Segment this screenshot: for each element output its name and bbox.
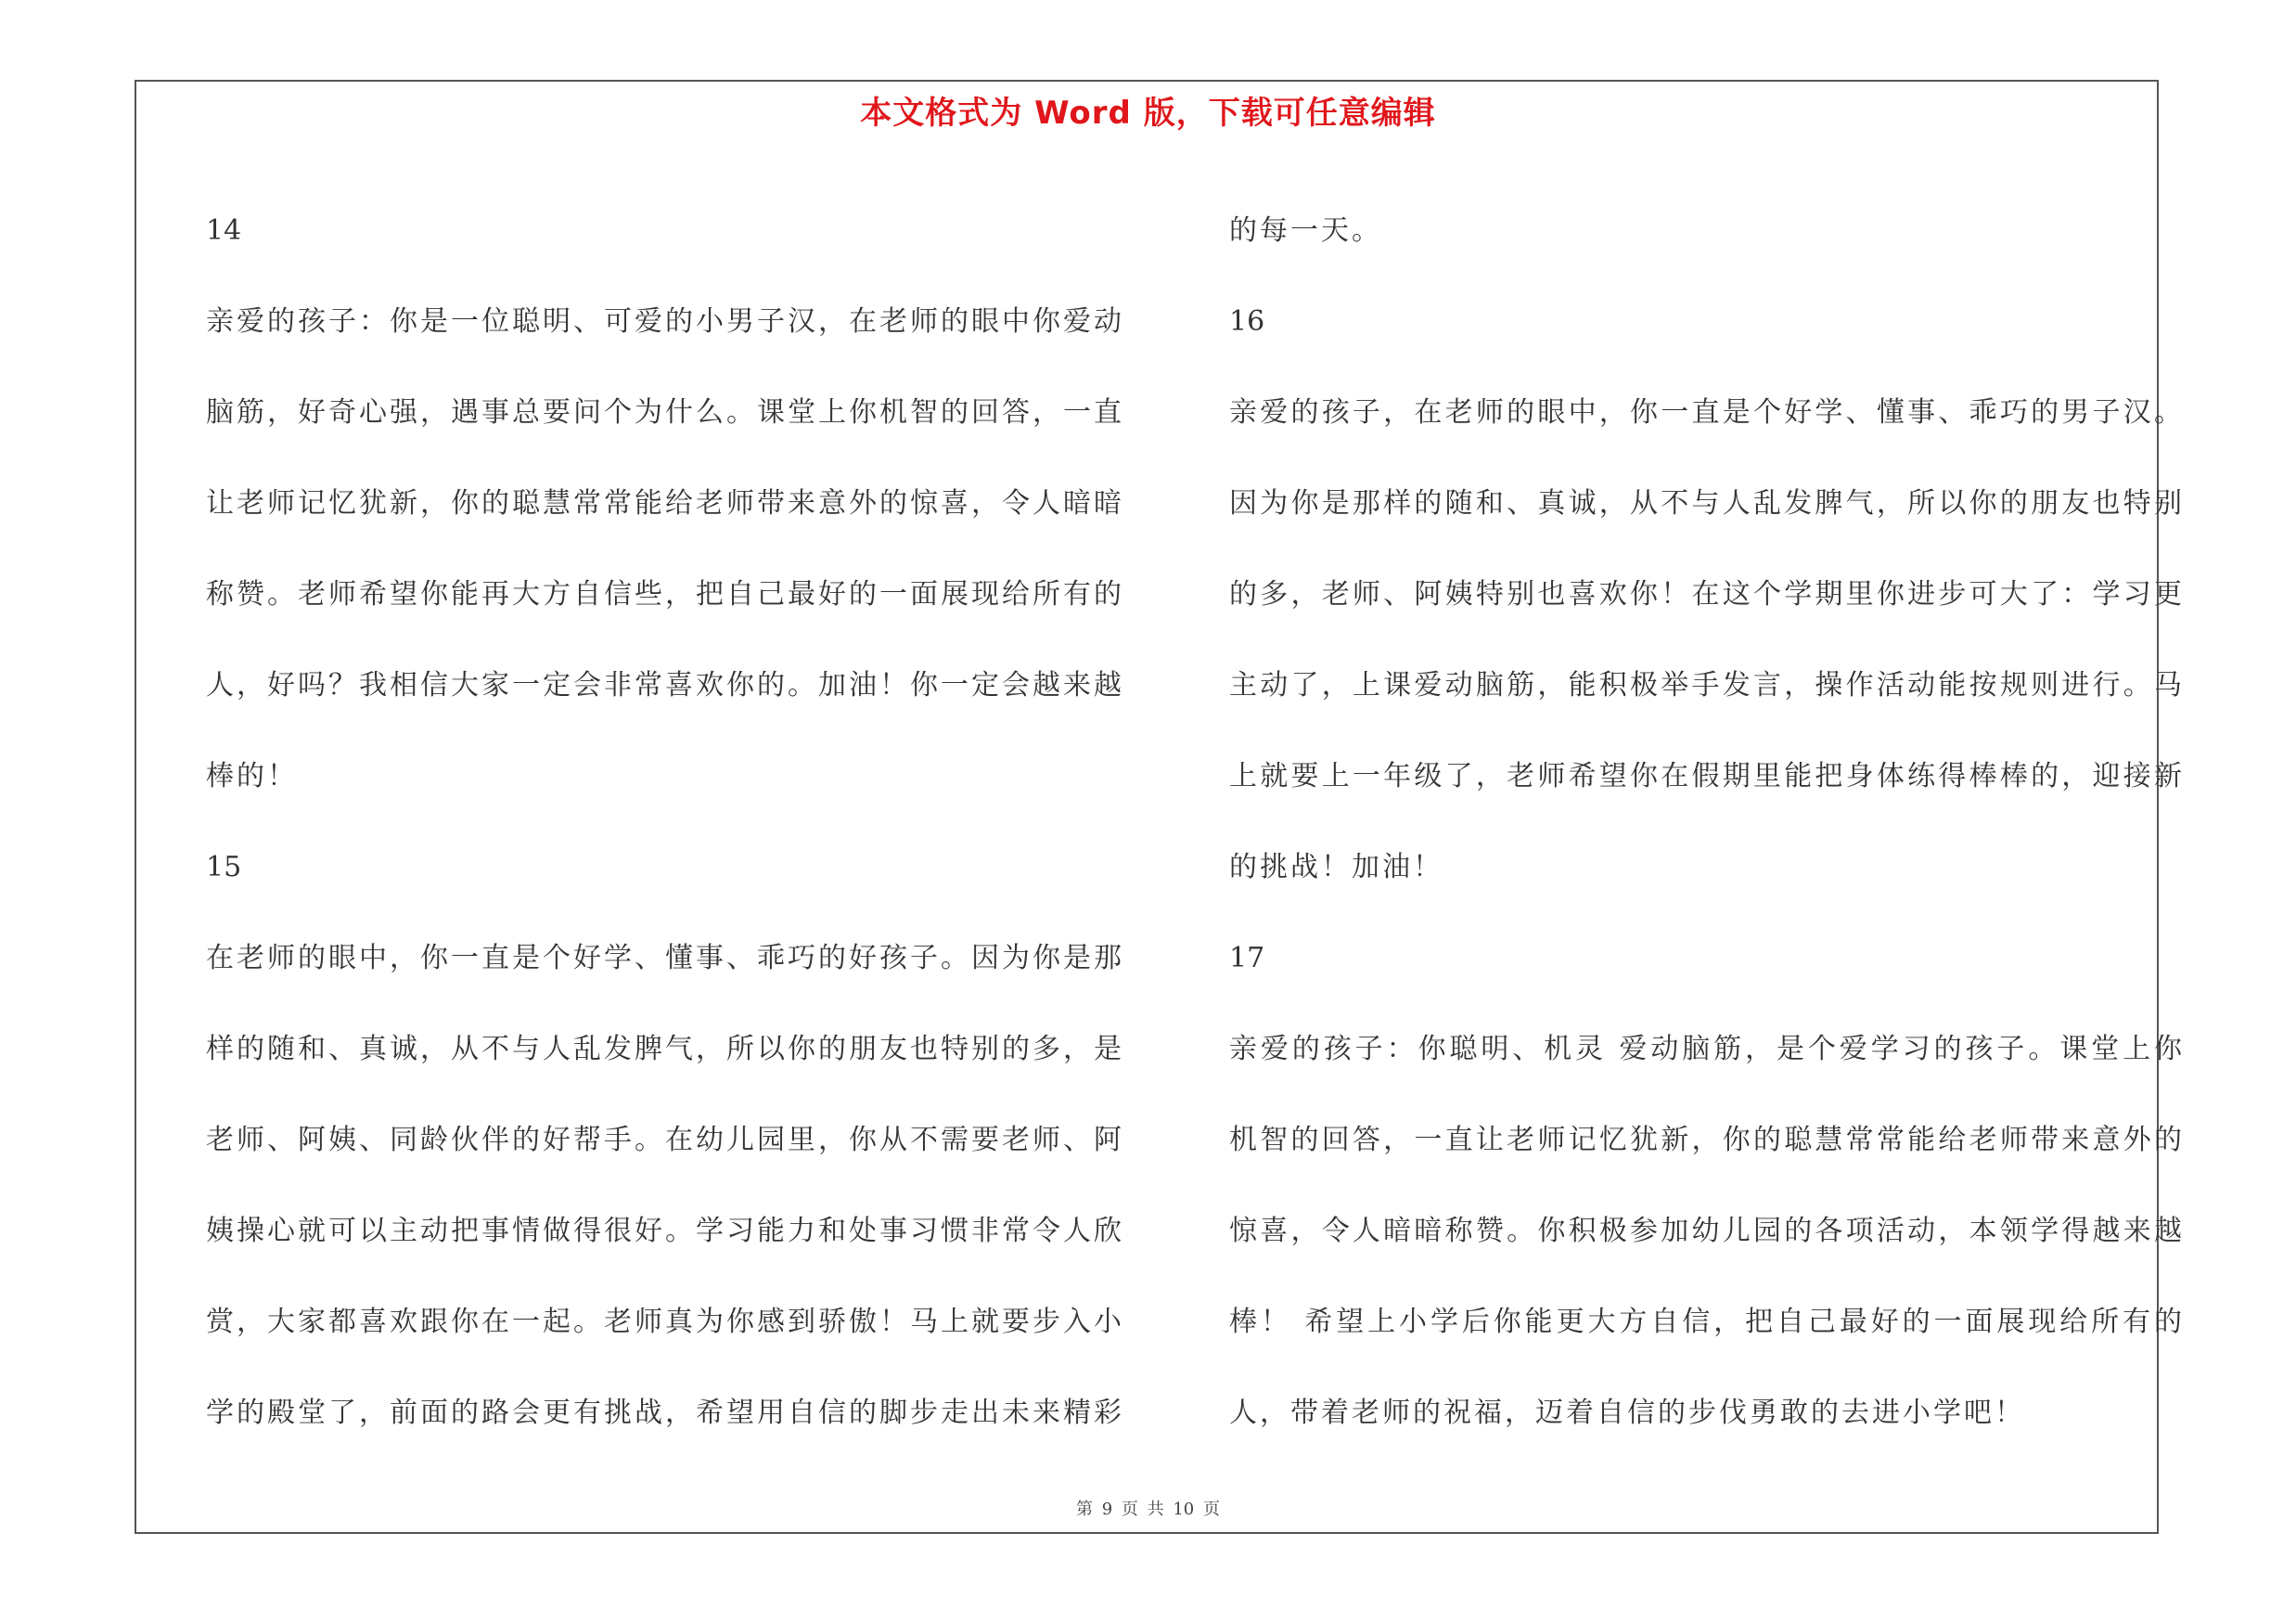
section-number-14: 14 <box>206 214 242 247</box>
right-column <box>1229 186 2185 1459</box>
continuation-text: 的每一天。 <box>1229 214 1382 247</box>
header-banner: 本文格式为 Word 版，下载可任意编辑 <box>860 95 1436 132</box>
left-column <box>206 186 1124 1459</box>
section-text-16: 亲爱的孩子，在老师的眼中，你一直是个好学、懂事、乖巧的男子汉。因为你是那样的随和、真诚，从不与人乱发脾气，所以你的朋友也特别的多，老师、阿姨特别也喜欢你！在这个学期里你进步可大了：学习更主动了，上课爱动脑筋，能积极举手发言，操作活动能按规则进行。马上就要上一年级了，老师希望你在假期里能把身体练得棒棒的，迎接新的挑战！加油！ <box>1229 396 2185 883</box>
section-text-14: 亲爱的孩子：你是一位聪明、可爱的小男子汉，在老师的眼中你爱动脑筋，好奇心强，遇事总要问个为什么。课堂上你机智的回答，一直让老师记忆犹新，你的聪慧常常能给老师带来意外的惊喜，令人暗暗称赞。老师希望你能再大方自信些，把自己最好的一面展现给所有的人，好吗？我相信大家一定会非常喜欢你的。加油！你一定会越来越棒的！ <box>206 305 1124 792</box>
section-number-15: 15 <box>206 851 242 883</box>
section-number-17: 17 <box>1229 942 1265 974</box>
section-number-16: 16 <box>1229 305 1265 338</box>
section-text-15: 在老师的眼中，你一直是个好学、懂事、乖巧的好孩子。因为你是那样的随和、真诚，从不与人乱发脾气，所以你的朋友也特别的多，是老师、阿姨、同龄伙伴的好帮手。在幼儿园里，你从不需要老师、阿姨操心就可以主动把事情做得很好。学习能力和处事习惯非常令人欣赏，大家都喜欢跟你在一起。老师真为你感到骄傲！马上就要步入小学的殿堂了，前面的路会更有挑战，希望用自信的脚步走出未来精彩 <box>206 942 1124 1429</box>
page-footer: 第 9 页 共 10 页 <box>1076 1500 1220 1519</box>
section-text-17: 亲爱的孩子：你聪明、机灵 爱动脑筋，是个爱学习的孩子。课堂上你机智的回答，一直让老师记忆犹新，你的聪慧常常能给老师带来意外的惊喜，令人暗暗称赞。你积极参加幼儿园的各项活动，本领学得越来越棒！ 希望上小学后你能更大方自信，把自己最好的一面展现给所有的人，带着老师的祝福，迈着自信的步伐勇敢的去进小学吧！ <box>1229 1033 2185 1429</box>
